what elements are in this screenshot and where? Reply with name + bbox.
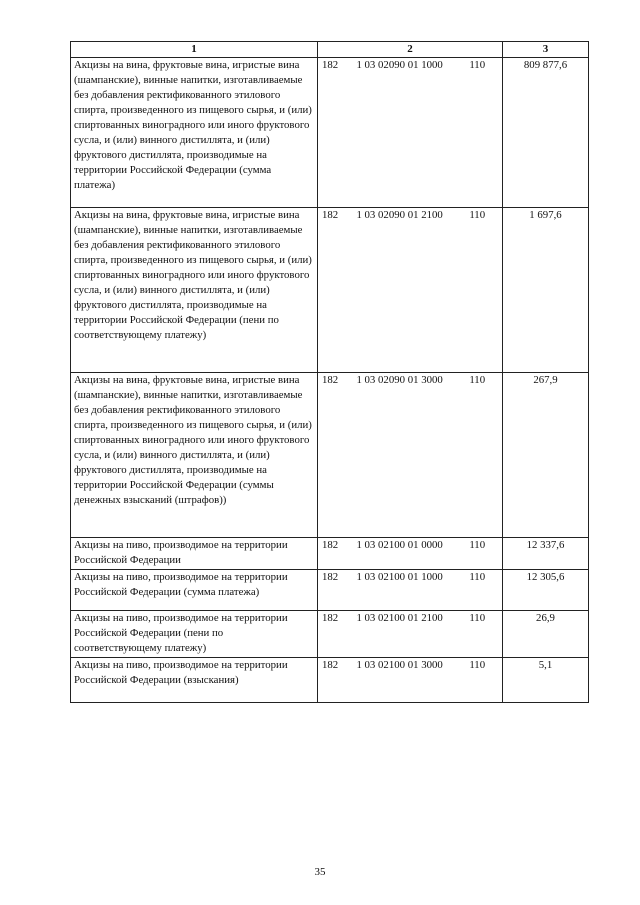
admin-code: 182	[322, 659, 339, 671]
amount-cell: 1 697,6	[503, 208, 589, 373]
type-code: 110	[469, 659, 486, 671]
revenue-name-cell: Акцизы на пиво, производимое на территории Российской Федерации (взыскания)	[71, 658, 318, 703]
table-row	[71, 58, 589, 208]
table-row	[71, 373, 589, 538]
admin-code: 182	[322, 539, 339, 551]
budget-table	[70, 41, 589, 703]
admin-code: 182	[322, 612, 339, 624]
table-row	[71, 538, 589, 570]
table-row	[71, 658, 589, 703]
type-code: 110	[469, 539, 486, 551]
revenue-name-cell: Акцизы на пиво, производимое на территории Российской Федерации (сумма платежа)	[71, 570, 318, 611]
code-cell	[318, 373, 503, 538]
code-cell	[318, 570, 503, 611]
table-row	[71, 208, 589, 373]
page-number: 35	[314, 866, 326, 878]
code-cell	[318, 658, 503, 703]
column-header-2: 2	[318, 42, 503, 58]
table-row	[71, 611, 589, 658]
admin-code: 182	[322, 571, 339, 583]
column-header-3: 3	[503, 42, 589, 58]
kbk-code: 1 03 02100 01 1000	[356, 571, 443, 583]
amount-cell: 12 337,6	[503, 538, 589, 570]
revenue-name-cell: Акцизы на вина, фруктовые вина, игристые вина (шампанские), винные напитки, изготавливаемые без добавления ректификованного этилового спирта, произведенного из пищевого сырья, и (или) спиртованных виноградного или иного фруктового сусла, и (или) винного дистиллята, и (или) фруктового дистиллята, производимые на территории Российской Федерации (суммы денежных взысканий (штрафов))	[71, 373, 318, 538]
revenue-name-cell: Акцизы на вина, фруктовые вина, игристые вина (шампанские), винные напитки, изготавливаемые без добавления ректификованного этилового спирта, произведенного из пищевого сырья, и (или) спиртованных виноградного или иного фруктового сусла, и (или) винного дистиллята, и (или) фруктового дистиллята, производимые на территории Российской Федерации (сумма платежа)	[71, 58, 318, 208]
kbk-code: 1 03 02090 01 1000	[356, 59, 443, 71]
type-code: 110	[469, 571, 486, 583]
kbk-code: 1 03 02100 01 2100	[356, 612, 443, 624]
kbk-code: 1 03 02090 01 2100	[356, 209, 443, 221]
column-header-1: 1	[71, 42, 318, 58]
type-code: 110	[469, 209, 486, 221]
admin-code: 182	[322, 59, 339, 71]
admin-code: 182	[322, 374, 339, 386]
table-header-row	[71, 42, 589, 58]
code-cell	[318, 538, 503, 570]
amount-cell: 5,1	[503, 658, 589, 703]
code-cell	[318, 58, 503, 208]
type-code: 110	[469, 59, 486, 71]
amount-cell: 809 877,6	[503, 58, 589, 208]
amount-cell: 12 305,6	[503, 570, 589, 611]
admin-code: 182	[322, 209, 339, 221]
kbk-code: 1 03 02100 01 0000	[356, 539, 443, 551]
type-code: 110	[469, 374, 486, 386]
revenue-name-cell: Акцизы на пиво, производимое на территории Российской Федерации (пени по соответствующему платежу)	[71, 611, 318, 658]
revenue-name-cell: Акцизы на пиво, производимое на территории Российской Федерации	[71, 538, 318, 570]
table-row	[71, 570, 589, 611]
code-cell	[318, 611, 503, 658]
amount-cell: 26,9	[503, 611, 589, 658]
code-cell	[318, 208, 503, 373]
amount-cell: 267,9	[503, 373, 589, 538]
type-code: 110	[469, 612, 486, 624]
kbk-code: 1 03 02100 01 3000	[356, 659, 443, 671]
revenue-name-cell: Акцизы на вина, фруктовые вина, игристые вина (шампанские), винные напитки, изготавливаемые без добавления ректификованного этилового спирта, произведенного из пищевого сырья, и (или) спиртованных виноградного или иного фруктового сусла, и (или) винного дистиллята, и (или) фруктового дистиллята, производимые на территории Российской Федерации (пени по соответствующему платежу)	[71, 208, 318, 373]
kbk-code: 1 03 02090 01 3000	[356, 374, 443, 386]
